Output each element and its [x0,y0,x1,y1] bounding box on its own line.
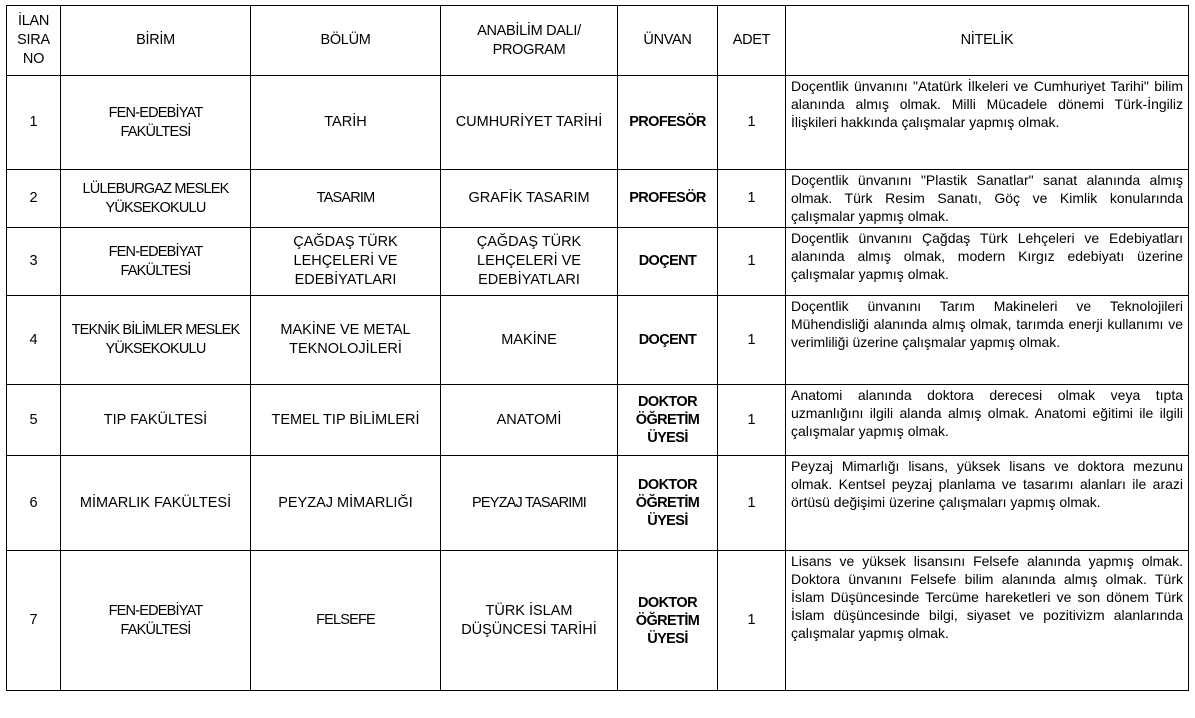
cell-anabilim: MAKİNE [441,296,618,385]
table-row [7,170,1189,228]
cell-unvan: DOÇENT [618,228,718,296]
cell-anabilim: ANATOMİ [441,385,618,456]
table-row [7,385,1189,456]
cell-birim: MİMARLIK FAKÜLTESİ [61,456,251,551]
cell-unvan: DOKTOR ÖĞRETİM ÜYESİ [618,551,718,691]
table-row [7,228,1189,296]
cell-bolum: MAKİNE VE METAL TEKNOLOJİLERİ [251,296,441,385]
cell-adet: 1 [718,228,786,296]
cell-adet: 1 [718,385,786,456]
cell-anabilim: CUMHURİYET TARİHİ [441,76,618,170]
cell-unvan: PROFESÖR [618,76,718,170]
cell-adet: 1 [718,170,786,228]
cell-adet: 1 [718,551,786,691]
cell-nitelik: Doçentlik ünvanını "Atatürk İlkeleri ve Cumhuriyet Tarihi" bilim alanında almış olmak. Milli Mücadele dönemi Türk-İngiliz İlişkileri hakkında çalışmalar yapmış olmak. [786,76,1189,170]
cell-nitelik: Doçentlik ünvanını Tarım Makineleri ve Teknolojileri Mühendisliği alanında almış olmak, tarımda enerji kullanımı ve verimliliği üzerine çalışmalar yapmış olmak. [786,296,1189,385]
cell-bolum: TEMEL TIP BİLİMLERİ [251,385,441,456]
cell-birim: FEN-EDEBİYAT FAKÜLTESİ [61,76,251,170]
cell-birim: FEN-EDEBİYAT FAKÜLTESİ [61,228,251,296]
cell-nitelik: Lisans ve yüksek lisansını Felsefe alanında yapmış olmak. Doktora ünvanını Felsefe bilim alanında almış olmak. Türk İslam Düşüncesinde Tercüme hareketleri ve son dönem Türk İslam düşüncesinde bilgi, siyaset ve pozitivizm alanlarında çalışmalar yapmış olmak. [786,551,1189,691]
cell-no: 5 [7,385,61,456]
cell-anabilim: TÜRK İSLAM DÜŞÜNCESİ TARİHİ [441,551,618,691]
cell-adet: 1 [718,76,786,170]
cell-birim: TEKNİK BİLİMLER MESLEK YÜKSEKOKULU [61,296,251,385]
header-ilan-sira-no: İLAN SIRA NO [7,6,61,76]
header-row [7,6,1189,76]
cell-nitelik: Anatomi alanında doktora derecesi olmak veya tıpta uzmanlığını ilgili alanda almış olmak. Anatomi eğitimi ile ilgili çalışmalar yapmış olmak. [786,385,1189,456]
cell-no: 7 [7,551,61,691]
cell-nitelik: Peyzaj Mimarlığı lisans, yüksek lisans ve doktora mezunu olmak. Kentsel peyzaj planlama ve tasarımı alanları ile arazi örtüsü değişimi üzerine çalışmaları yapmış olmak. [786,456,1189,551]
cell-adet: 1 [718,296,786,385]
cell-nitelik: Doçentlik ünvanını Çağdaş Türk Lehçeleri ve Edebiyatları alanında almış olmak, modern Kırgız edebiyatı üzerine çalışmalar yapmış olmak. [786,228,1189,296]
cell-unvan: DOÇENT [618,296,718,385]
table-row [7,456,1189,551]
header-adet: ADET [718,6,786,76]
cell-anabilim: GRAFİK TASARIM [441,170,618,228]
header-bolum: BÖLÜM [251,6,441,76]
cell-no: 4 [7,296,61,385]
cell-no: 2 [7,170,61,228]
header-anabilim: ANABİLİM DALI/ PROGRAM [441,6,618,76]
cell-no: 3 [7,228,61,296]
cell-unvan: PROFESÖR [618,170,718,228]
table-row [7,296,1189,385]
cell-nitelik: Doçentlik ünvanını "Plastik Sanatlar" sanat alanında almış olmak. Türk Resim Sanatı, Göç ve Kimlik konularında çalışmalar yapmış olmak. [786,170,1189,228]
announcement-table-container [6,5,1189,691]
announcement-table [6,5,1189,691]
header-nitelik: NİTELİK [786,6,1189,76]
cell-bolum: TARİH [251,76,441,170]
cell-anabilim: PEYZAJ TASARIMI [441,456,618,551]
cell-no: 6 [7,456,61,551]
cell-bolum: TASARIM [251,170,441,228]
cell-birim: LÜLEBURGAZ MESLEK YÜKSEKOKULU [61,170,251,228]
cell-bolum: ÇAĞDAŞ TÜRK LEHÇELERİ VE EDEBİYATLARI [251,228,441,296]
header-unvan: ÜNVAN [618,6,718,76]
cell-anabilim: ÇAĞDAŞ TÜRK LEHÇELERİ VE EDEBİYATLARI [441,228,618,296]
cell-bolum: PEYZAJ MİMARLIĞI [251,456,441,551]
cell-unvan: DOKTOR ÖĞRETİM ÜYESİ [618,385,718,456]
cell-adet: 1 [718,456,786,551]
cell-unvan: DOKTOR ÖĞRETİM ÜYESİ [618,456,718,551]
cell-no: 1 [7,76,61,170]
table-row [7,76,1189,170]
cell-birim: TIP FAKÜLTESİ [61,385,251,456]
header-birim: BİRİM [61,6,251,76]
cell-birim: FEN-EDEBİYAT FAKÜLTESİ [61,551,251,691]
table-row [7,551,1189,691]
cell-bolum: FELSEFE [251,551,441,691]
